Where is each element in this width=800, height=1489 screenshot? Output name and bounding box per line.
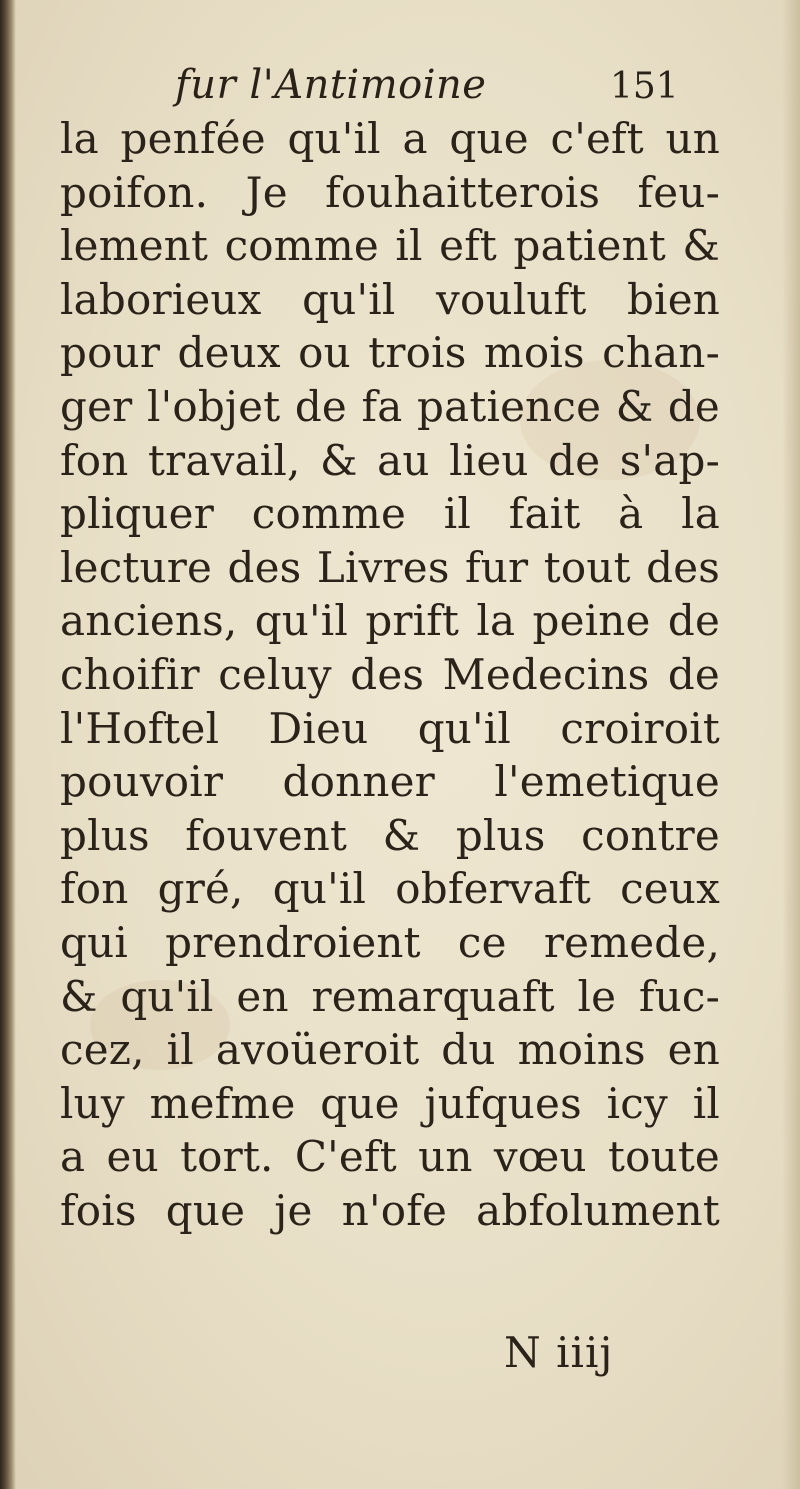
text-line: luy mefme que jufques icy il (60, 1078, 720, 1128)
signature-mark: N iiij (504, 1328, 614, 1377)
text-line: fon gré, qu'il obfervaft ceux (60, 864, 720, 914)
text-line: l'Hoftel Dieu qu'il croiroit (60, 703, 720, 753)
text-line: a eu tort. C'eft un vœu toute (60, 1132, 720, 1182)
text-line: fon travail, & au lieu de s'ap- (60, 435, 720, 485)
text-line: plus fouvent & plus contre (60, 810, 720, 860)
text-line: pliquer comme il fait à la (60, 489, 720, 539)
text-line: pouvoir donner l'emetique (60, 757, 720, 807)
text-line: pour deux ou trois mois chan- (60, 328, 720, 378)
text-line: lement comme il eft patient & (60, 221, 720, 271)
text-line: cez, il avoüeroit du moins en (60, 1025, 720, 1075)
page-number: 151 (610, 66, 679, 107)
text-line: ger l'objet de fa patience & de (60, 381, 720, 431)
text-line: poifon. Je fouhaitterois feu- (60, 167, 720, 217)
binding-edge (0, 0, 16, 1489)
text-line: anciens, qu'il prift la peine de (60, 596, 720, 646)
text-line: fois que je n'ofe abfolument (60, 1185, 720, 1235)
running-head-title: fur l'Antimoine (175, 62, 487, 108)
text-line: laborieux qu'il vouluft bien (60, 274, 720, 324)
running-head (0, 62, 800, 112)
text-line: la penfée qu'il a que c'eft un (60, 114, 720, 163)
body-text (60, 112, 720, 1237)
page-edge-shadow (782, 0, 800, 1489)
text-line: lecture des Livres fur tout des (60, 542, 720, 592)
text-line: choifir celuy des Medecins de (60, 649, 720, 699)
text-line: & qu'il en remarquaft le fuc- (60, 971, 720, 1021)
text-line: qui prendroient ce remede, (60, 917, 720, 967)
